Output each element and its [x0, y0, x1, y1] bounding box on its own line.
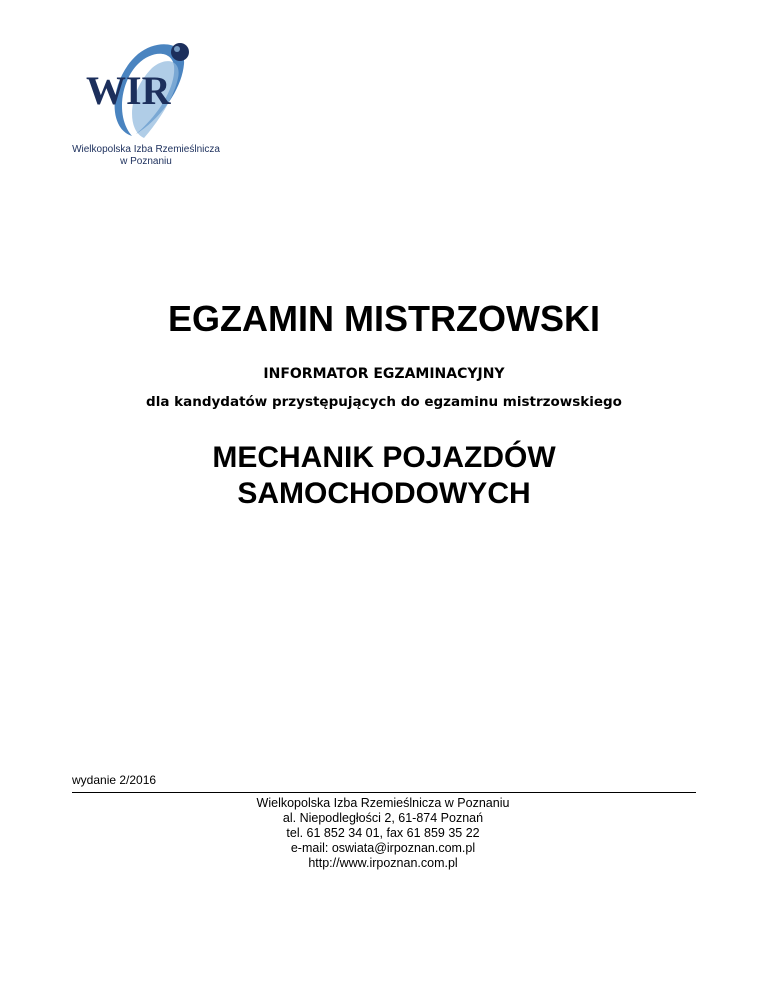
profession-title: [0, 440, 768, 512]
footer-address: [228, 796, 538, 871]
wir-logo-mark: [66, 38, 226, 142]
logo-letters: WIR: [86, 68, 171, 113]
document-subtitle-line2: dla kandydatów przystępujących do egzaminu mistrzowskiego: [146, 394, 622, 410]
profession-line1: MECHANIK POJAZDÓW: [212, 441, 556, 474]
logo-caption: [66, 144, 226, 168]
logo-caption-line2: w Poznaniu: [120, 156, 172, 167]
address-street: al. Niepodległości 2, 61-874 Poznań: [282, 811, 484, 825]
address-name: Wielkopolska Izba Rzemieślnicza w Poznaniu: [256, 796, 510, 810]
address-phone: tel. 61 852 34 01, fax 61 859 35 22: [286, 826, 480, 840]
footer-divider: [72, 792, 696, 793]
address-email[interactable]: e-mail: oswiata@irpoznan.com.pl: [290, 841, 476, 855]
edition-label: wydanie 2/2016: [72, 773, 157, 787]
profession-line2: SAMOCHODOWYCH: [237, 477, 531, 510]
address-website[interactable]: http://www.irpoznan.com.pl: [308, 856, 458, 870]
logo-caption-line1: Wielkopolska Izba Rzemieślnicza: [72, 144, 220, 155]
document-subtitle: INFORMATOR EGZAMINACYJNY: [263, 366, 505, 382]
wir-logo: [66, 38, 226, 178]
document-title: EGZAMIN MISTRZOWSKI: [168, 298, 600, 339]
